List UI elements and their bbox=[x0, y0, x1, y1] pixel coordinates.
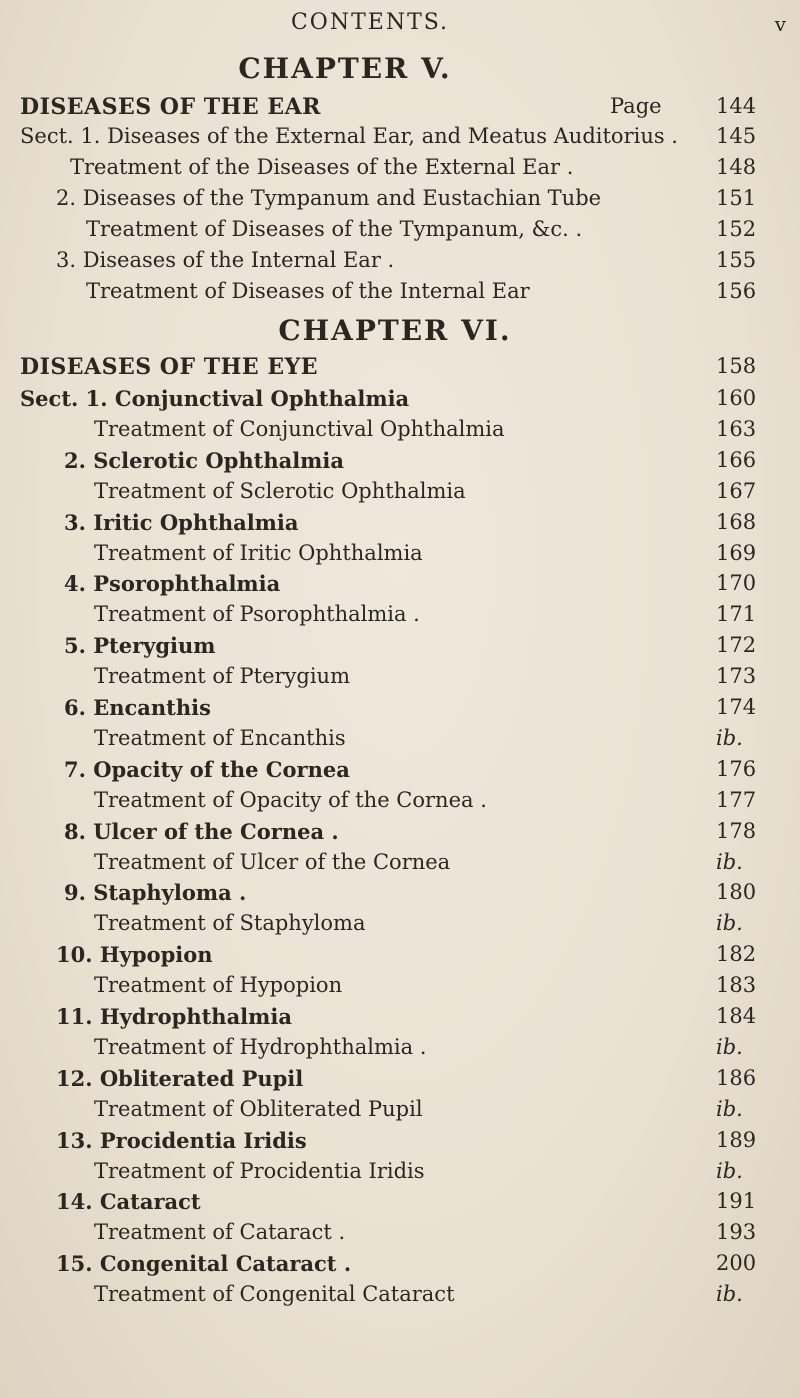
toc-entry-page: 173 bbox=[716, 664, 757, 688]
chapter-v-heading: CHAPTER V. bbox=[238, 52, 452, 85]
chapter-vi-heading: CHAPTER VI. bbox=[278, 314, 512, 347]
toc-entry-text: Treatment of Diseases of the Internal Ear bbox=[86, 279, 530, 303]
toc-entry-text: Treatment of Obliterated Pupil bbox=[94, 1097, 423, 1121]
toc-row[interactable] bbox=[0, 1097, 800, 1127]
toc-row[interactable] bbox=[0, 479, 800, 509]
toc-entry-page: 183 bbox=[716, 973, 757, 997]
toc-entry-page: 160 bbox=[716, 386, 757, 410]
toc-entry-text: Treatment of Opacity of the Cornea . bbox=[94, 788, 487, 812]
toc-row[interactable] bbox=[0, 757, 800, 787]
toc-entry-text: Treatment of Pterygium bbox=[94, 664, 350, 688]
toc-entry-text: 13. Procidentia Iridis bbox=[56, 1128, 307, 1153]
toc-row[interactable] bbox=[0, 417, 800, 447]
toc-row[interactable] bbox=[0, 1066, 800, 1096]
toc-row[interactable] bbox=[0, 248, 800, 278]
toc-entry-page: 176 bbox=[716, 757, 757, 781]
toc-entry-text: 6. Encanthis bbox=[64, 695, 211, 720]
toc-entry-text: DISEASES OF THE EYE bbox=[20, 354, 319, 380]
toc-entry-text: Treatment of Staphyloma bbox=[94, 911, 366, 935]
toc-entry-text: 12. Obliterated Pupil bbox=[56, 1066, 304, 1091]
toc-row[interactable] bbox=[0, 1220, 800, 1250]
toc-entry-page: 172 bbox=[716, 633, 757, 657]
toc-row[interactable] bbox=[0, 942, 800, 972]
toc-entry-page: ib. bbox=[716, 1097, 743, 1121]
toc-entry-text: Treatment of Procidentia Iridis bbox=[94, 1159, 425, 1183]
toc-row[interactable] bbox=[0, 1189, 800, 1219]
toc-row[interactable] bbox=[0, 1251, 800, 1281]
toc-entry-text: Treatment of Encanthis bbox=[94, 726, 346, 750]
running-page-number: v bbox=[774, 12, 786, 36]
toc-entry-text: 7. Opacity of the Cornea bbox=[64, 757, 350, 782]
toc-row[interactable] bbox=[0, 1004, 800, 1034]
toc-row[interactable] bbox=[0, 633, 800, 663]
toc-entry-text: Treatment of Sclerotic Ophthalmia bbox=[94, 479, 466, 503]
toc-entry-page: ib. bbox=[716, 726, 743, 750]
toc-entry-text: 10. Hypopion bbox=[56, 942, 213, 967]
toc-row[interactable] bbox=[0, 1282, 800, 1312]
toc-row[interactable] bbox=[0, 911, 800, 941]
toc-entry-page: ib. bbox=[716, 911, 743, 935]
toc-row[interactable] bbox=[0, 510, 800, 540]
toc-entry-page: 155 bbox=[716, 248, 757, 272]
toc-entry-text: 3. Iritic Ophthalmia bbox=[64, 510, 299, 535]
toc-entry-page: 145 bbox=[716, 124, 757, 148]
toc-row[interactable] bbox=[0, 279, 800, 309]
toc-entry-page: 144 bbox=[716, 94, 757, 118]
toc-entry-page: 170 bbox=[716, 571, 757, 595]
toc-entry-page: 148 bbox=[716, 155, 757, 179]
toc-entry-text: Treatment of Iritic Ophthalmia bbox=[94, 541, 423, 565]
toc-entry-page: 167 bbox=[716, 479, 757, 503]
toc-entry-page: 163 bbox=[716, 417, 757, 441]
toc-row[interactable] bbox=[0, 973, 800, 1003]
toc-entry-page: ib. bbox=[716, 850, 743, 874]
toc-entry-text: Treatment of Ulcer of the Cornea bbox=[94, 850, 451, 874]
running-head bbox=[0, 10, 800, 40]
toc-entry-page: 169 bbox=[716, 541, 757, 565]
toc-entry-text: Treatment of Hydrophthalmia . bbox=[94, 1035, 427, 1059]
toc-row[interactable] bbox=[0, 880, 800, 910]
toc-entry-text: Treatment of Psorophthalmia . bbox=[94, 602, 420, 626]
toc-row[interactable] bbox=[0, 155, 800, 185]
toc-entry-text: 4. Psorophthalmia bbox=[64, 571, 281, 596]
running-title: CONTENTS. bbox=[290, 10, 450, 35]
toc-entry-text: Sect. 1. Diseases of the External Ear, and Meatus Auditorius . bbox=[20, 124, 678, 148]
toc-row[interactable] bbox=[0, 788, 800, 818]
toc-entry-page: 180 bbox=[716, 880, 757, 904]
toc-row[interactable] bbox=[0, 726, 800, 756]
toc-entry-page: 193 bbox=[716, 1220, 757, 1244]
toc-entry-text: Treatment of Conjunctival Ophthalmia bbox=[94, 417, 505, 441]
toc-row[interactable] bbox=[0, 850, 800, 880]
toc-entry-text: 8. Ulcer of the Cornea . bbox=[64, 819, 339, 844]
toc-entry-text: 5. Pterygium bbox=[64, 633, 216, 658]
toc-entry-text: Treatment of Cataract . bbox=[94, 1220, 346, 1244]
toc-entry-page: 182 bbox=[716, 942, 757, 966]
toc-entry-page: 152 bbox=[716, 217, 757, 241]
toc-row[interactable] bbox=[0, 448, 800, 478]
toc-entry-page: 186 bbox=[716, 1066, 757, 1090]
toc-row[interactable] bbox=[0, 541, 800, 571]
toc-row[interactable] bbox=[0, 1159, 800, 1189]
toc-entry-text: 9. Staphyloma . bbox=[64, 880, 247, 905]
toc-entry-page: 191 bbox=[716, 1189, 757, 1213]
toc-entry-page: 189 bbox=[716, 1128, 757, 1152]
toc-entry-text: Treatment of Congenital Cataract bbox=[94, 1282, 455, 1306]
toc-entry-page: 151 bbox=[716, 186, 757, 210]
toc-row-eye-diseases[interactable] bbox=[0, 354, 800, 384]
toc-entry-text: 14. Cataract bbox=[56, 1189, 201, 1214]
toc-entry-text: Treatment of Hypopion bbox=[94, 973, 343, 997]
toc-entry-text: Treatment of Diseases of the Tympanum, &c. . bbox=[86, 217, 583, 241]
toc-entry-text: DISEASES OF THE EAR bbox=[20, 94, 321, 120]
toc-entry-page: 156 bbox=[716, 279, 757, 303]
toc-entry-page: 184 bbox=[716, 1004, 757, 1028]
toc-row[interactable] bbox=[0, 1128, 800, 1158]
toc-row[interactable] bbox=[0, 1035, 800, 1065]
page-column-label: Page bbox=[610, 94, 662, 118]
toc-entry-page: 168 bbox=[716, 510, 757, 534]
toc-entry-text: 15. Congenital Cataract . bbox=[56, 1251, 352, 1276]
toc-entry-page: ib. bbox=[716, 1282, 743, 1306]
toc-row[interactable] bbox=[0, 186, 800, 216]
toc-entry-page: 200 bbox=[716, 1251, 757, 1275]
toc-row[interactable] bbox=[0, 217, 800, 247]
toc-entry-page: 178 bbox=[716, 819, 757, 843]
toc-entry-page: 171 bbox=[716, 602, 757, 626]
toc-entry-text: 2. Sclerotic Ophthalmia bbox=[64, 448, 344, 473]
toc-entry-text: 3. Diseases of the Internal Ear . bbox=[56, 248, 395, 272]
toc-entry-text: Sect. 1. Conjunctival Ophthalmia bbox=[20, 386, 410, 411]
toc-row[interactable] bbox=[0, 602, 800, 632]
toc-row[interactable] bbox=[0, 819, 800, 849]
toc-row-ear-diseases[interactable] bbox=[0, 94, 800, 124]
toc-row[interactable] bbox=[0, 386, 800, 416]
toc-entry-text: 11. Hydrophthalmia bbox=[56, 1004, 292, 1029]
toc-entry-page: 158 bbox=[716, 354, 757, 378]
toc-entry-text: Treatment of the Diseases of the External Ear . bbox=[70, 155, 574, 179]
toc-row[interactable] bbox=[0, 695, 800, 725]
toc-entry-page: 177 bbox=[716, 788, 757, 812]
toc-entry-page: ib. bbox=[716, 1159, 743, 1183]
toc-row[interactable] bbox=[0, 664, 800, 694]
toc-row[interactable] bbox=[0, 571, 800, 601]
toc-entry-page: ib. bbox=[716, 1035, 743, 1059]
toc-entry-page: 166 bbox=[716, 448, 757, 472]
toc-entry-text: 2. Diseases of the Tympanum and Eustachian Tube bbox=[56, 186, 602, 210]
toc-entry-page: 174 bbox=[716, 695, 757, 719]
toc-row[interactable] bbox=[0, 124, 800, 154]
